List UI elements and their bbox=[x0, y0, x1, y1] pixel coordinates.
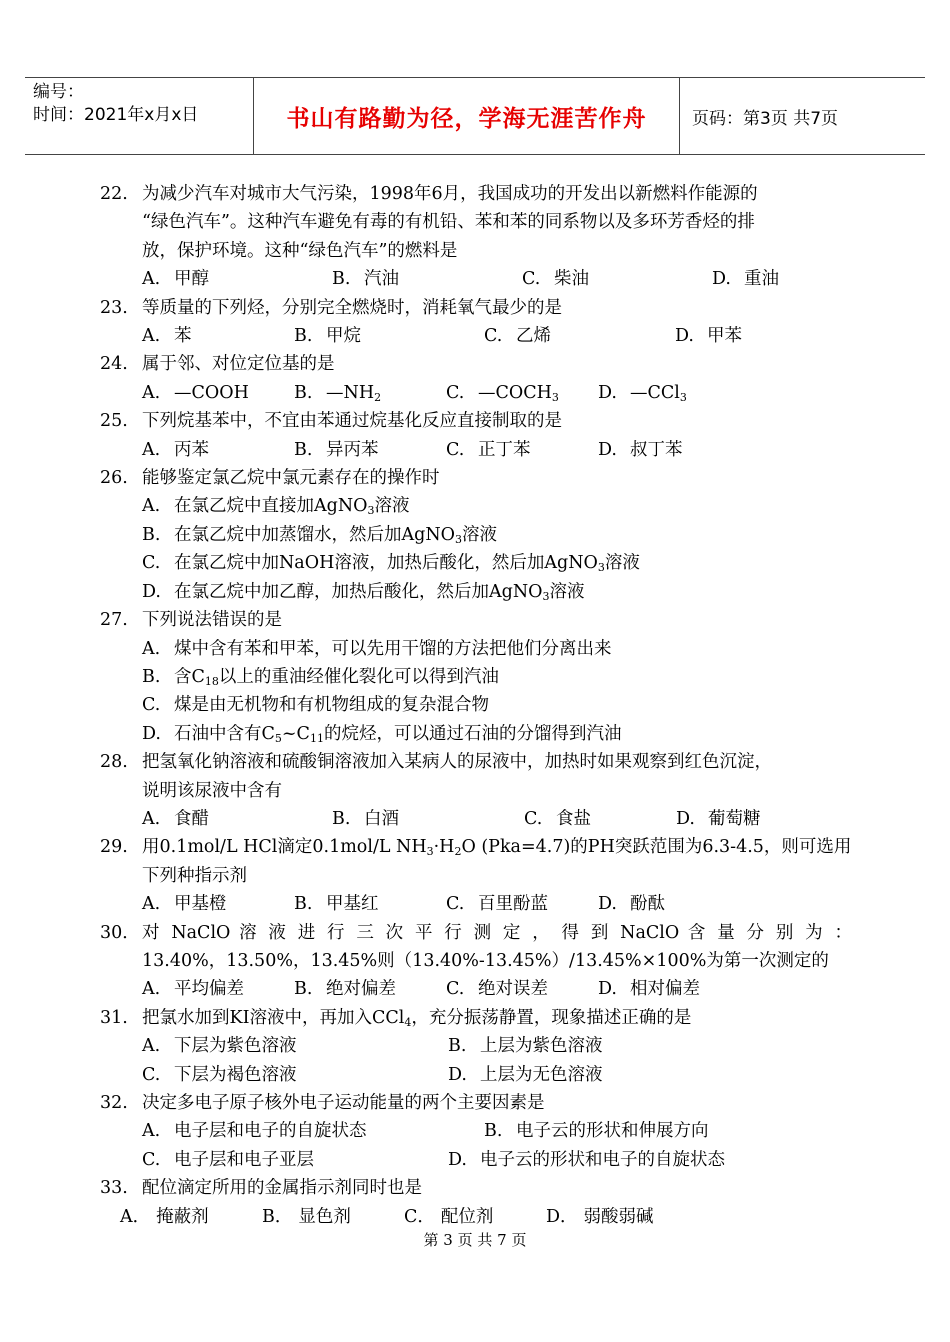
question-text: 属于邻、对位定位基的是 bbox=[142, 354, 335, 375]
option-b[interactable]: B. 上层为紫色溶液 bbox=[448, 1036, 603, 1057]
question-number: 25. bbox=[100, 411, 128, 432]
options-30 bbox=[100, 975, 852, 1003]
question-33 bbox=[100, 1174, 852, 1202]
option-b[interactable]: B. 汽油 bbox=[332, 269, 399, 290]
question-number: 28. bbox=[100, 752, 128, 773]
question-text-line: “绿色汽车”。这种汽车避免有毒的有机铅、苯和苯的同系物以及多环芳香烃的排 bbox=[142, 212, 755, 233]
option-d[interactable]: D. 电子云的形状和电子的自旋状态 bbox=[448, 1149, 725, 1170]
header-motto: 书山有路勤为径，学海无涯苦作舟 bbox=[254, 78, 680, 154]
question-text-line: 说明该尿液中含有 bbox=[142, 780, 282, 801]
option-a[interactable]: A. —COOH bbox=[142, 382, 249, 403]
option-a[interactable]: A. 甲基橙 bbox=[142, 894, 227, 915]
question-number: 24. bbox=[100, 354, 128, 375]
question-text-line: 把氢氧化钠溶液和硫酸铜溶液加入某病人的尿液中，加热时如果观察到红色沉淀， bbox=[142, 752, 772, 773]
options-32-row1 bbox=[100, 1117, 852, 1145]
option-c[interactable]: C. 下层为褐色溶液 bbox=[142, 1064, 297, 1085]
option-a[interactable]: A. 甲醇 bbox=[142, 269, 209, 290]
option-b[interactable]: B. 甲烷 bbox=[294, 326, 361, 347]
header-meta bbox=[25, 78, 254, 154]
option-c[interactable]: C. 柴油 bbox=[522, 269, 589, 290]
question-text: 决定多电子原子核外电子运动能量的两个主要因素是 bbox=[142, 1093, 545, 1113]
options-23 bbox=[100, 322, 852, 350]
option-d[interactable]: D. 重油 bbox=[712, 269, 779, 290]
question-25 bbox=[100, 407, 852, 435]
option-a[interactable]: A. 苯 bbox=[142, 326, 192, 347]
option-c[interactable]: C. 煤是由无机物和有机物组成的复杂混合物 bbox=[142, 695, 489, 716]
question-text-line: 用0.1mol/L HCl滴定0.1mol/L $NH_3\cdot H_2O$ (Pka=4.7)的PH突跃范围为6.3-4.5，则可选用 bbox=[142, 837, 852, 859]
option-c[interactable]: C. 百里酚蓝 bbox=[446, 894, 548, 915]
option-b[interactable]: B. 异丙苯 bbox=[294, 439, 379, 460]
option-c[interactable]: C. 绝对误差 bbox=[446, 979, 548, 1000]
question-32 bbox=[100, 1089, 852, 1117]
time-label: 时间：2021年x月x日 bbox=[33, 105, 199, 125]
question-text: 等质量的下列烃，分别完全燃烧时，消耗氧气最少的是 bbox=[142, 297, 562, 318]
question-number: 31. bbox=[100, 1007, 128, 1028]
header-page-info: 页码：第3页 共7页 bbox=[692, 108, 839, 129]
options-33 bbox=[100, 1203, 852, 1231]
option-c[interactable]: C. $—COCH_3$ bbox=[446, 382, 559, 404]
option-c[interactable]: C. 电子层和电子亚层 bbox=[142, 1149, 314, 1170]
question-text: 下列烷基苯中，不宜由苯通过烷基化反应直接制取的是 bbox=[142, 411, 562, 432]
question-text: 能够鉴定氯乙烷中氯元素存在的操作时 bbox=[142, 468, 440, 489]
option-b[interactable]: B. 在氯乙烷中加蒸馏水，然后加AgNO$_3$溶液 bbox=[142, 524, 497, 546]
options-22 bbox=[100, 265, 852, 293]
question-number: 27. bbox=[100, 610, 128, 631]
option-c[interactable]: C. 正丁苯 bbox=[446, 439, 531, 460]
question-24 bbox=[100, 350, 852, 378]
options-29 bbox=[100, 890, 852, 918]
options-28 bbox=[100, 805, 852, 833]
question-text-line: 为减少汽车对城市大气污染，1998年6月，我国成功的开发出以新燃料作能源的 bbox=[142, 184, 758, 204]
option-b[interactable]: B． 显色剂 bbox=[262, 1206, 351, 1227]
option-d[interactable]: D. 石油中含有$C_5\sim C_{11}$的烷烃，可以通过石油的分馏得到汽油 bbox=[142, 723, 622, 745]
option-a[interactable]: A. 煤中含有苯和甲苯，可以先用干馏的方法把他们分离出来 bbox=[142, 638, 612, 659]
option-a[interactable]: A. 平均偏差 bbox=[142, 979, 244, 1000]
page-header bbox=[25, 77, 925, 155]
option-a[interactable]: A. 电子层和电子的自旋状态 bbox=[142, 1121, 367, 1142]
question-text-line: 13.40%，13.50%，13.45%则（13.40%-13.45%）/13.45%×100%为第一次测定的 bbox=[142, 950, 829, 971]
options-24 bbox=[100, 379, 852, 407]
question-29 bbox=[100, 833, 852, 890]
option-c[interactable]: C. 食盐 bbox=[524, 808, 591, 829]
option-b[interactable]: B. $—NH_2$ bbox=[294, 382, 382, 404]
option-a[interactable]: A. 食醋 bbox=[142, 808, 209, 829]
question-text-line: 对 NaClO 溶 液 进 行 三 次 平 行 测 定 ， 得 到 NaClO 含 量 分 别 为 ： bbox=[142, 922, 852, 943]
page-footer: 第 3 页 共 7 页 bbox=[423, 1231, 527, 1249]
option-a[interactable]: A. 在氯乙烷中直接加AgNO$_3$溶液 bbox=[142, 496, 410, 518]
option-d[interactable]: D. 酚酞 bbox=[598, 894, 665, 915]
options-31-row2 bbox=[100, 1061, 852, 1089]
option-d[interactable]: D. —CCl$_3$ bbox=[598, 382, 687, 404]
option-c[interactable]: C． 配位剂 bbox=[404, 1206, 494, 1227]
question-text: 配位滴定所用的金属指示剂同时也是 bbox=[142, 1178, 422, 1199]
question-text: 把氯水加到KI溶液中，再加入CCl$_4$，充分振荡静置，现象描述正确的是 bbox=[142, 1007, 692, 1029]
option-a[interactable]: A. 下层为紫色溶液 bbox=[142, 1036, 297, 1057]
question-28 bbox=[100, 748, 852, 805]
question-31 bbox=[100, 1004, 852, 1032]
question-26 bbox=[100, 464, 852, 492]
options-25 bbox=[100, 436, 852, 464]
question-text-line: 放，保护环境。这种“绿色汽车”的燃料是 bbox=[142, 240, 458, 261]
option-b[interactable]: B. 甲基红 bbox=[294, 894, 379, 915]
code-label: 编号： bbox=[33, 82, 84, 102]
options-32-row2 bbox=[100, 1146, 852, 1174]
option-d[interactable]: D. 相对偏差 bbox=[598, 979, 700, 1000]
question-text-line: 下列种指示剂 bbox=[142, 865, 247, 886]
option-b[interactable]: B. 含$C_{18}$以上的重油经催化裂化可以得到汽油 bbox=[142, 666, 499, 688]
question-number: 23. bbox=[100, 297, 128, 318]
option-b[interactable]: B. 白酒 bbox=[332, 808, 399, 829]
option-d[interactable]: D. 上层为无色溶液 bbox=[448, 1064, 603, 1085]
question-23 bbox=[100, 294, 852, 322]
question-list bbox=[100, 180, 852, 1231]
question-27 bbox=[100, 606, 852, 634]
question-30 bbox=[100, 919, 852, 947]
question-22 bbox=[100, 180, 852, 265]
question-number: 32. bbox=[100, 1093, 128, 1113]
option-d[interactable]: D． 弱酸弱碱 bbox=[546, 1206, 654, 1227]
option-d[interactable]: D. 在氯乙烷中加乙醇，加热后酸化，然后加AgNO$_3$溶液 bbox=[142, 581, 585, 603]
option-d[interactable]: D. 葡萄糖 bbox=[676, 808, 761, 829]
question-number: 33. bbox=[100, 1178, 128, 1199]
question-number: 22. bbox=[100, 184, 128, 204]
option-a[interactable]: A． 掩蔽剂 bbox=[120, 1206, 209, 1227]
options-31-row1 bbox=[100, 1032, 852, 1060]
option-a[interactable]: A. 丙苯 bbox=[142, 439, 209, 460]
option-d[interactable]: D. 甲苯 bbox=[675, 326, 742, 347]
question-number: 30． bbox=[100, 922, 140, 943]
question-text: 下列说法错误的是 bbox=[142, 610, 282, 631]
question-number: 29. bbox=[100, 837, 128, 858]
option-d[interactable]: D. 叔丁苯 bbox=[598, 439, 683, 460]
option-b[interactable]: B. 电子云的形状和伸展方向 bbox=[484, 1121, 709, 1142]
option-c[interactable]: C. 在氯乙烷中加NaOH溶液，加热后酸化，然后加AgNO$_3$溶液 bbox=[142, 553, 640, 575]
option-c[interactable]: C. 乙烯 bbox=[484, 326, 551, 347]
option-b[interactable]: B. 绝对偏差 bbox=[294, 979, 396, 1000]
question-number: 26. bbox=[100, 468, 128, 489]
